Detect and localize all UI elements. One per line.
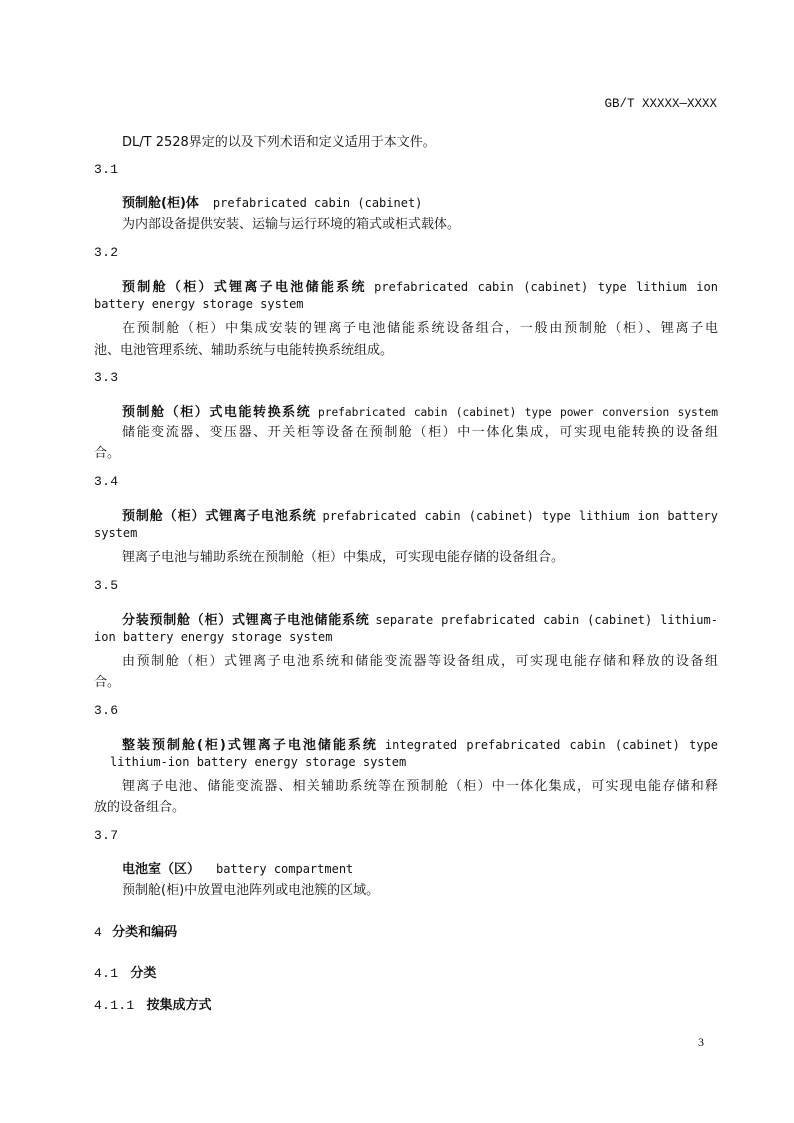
term-en: separate prefabricated cabin (cabinet) lithium- (375, 613, 718, 627)
term-cn: 分装预制舱（柜）式锂离子电池储能系统 (122, 613, 370, 628)
term-number: 3.3 (94, 370, 119, 385)
term-definition: 由预制舱（柜）式锂离子电池系统和储能变流器等设备组成，可实现电能存储和释放的设备组 (122, 654, 718, 669)
section-heading (94, 962, 156, 981)
term-number: 3.5 (94, 578, 119, 593)
term-cn: 预制舱(柜)体 (122, 196, 199, 211)
section-title: 分类 (130, 966, 157, 981)
term-cn: 整装预制舱(柜)式锂离子电池储能系统 (122, 738, 378, 753)
section-heading (94, 921, 177, 940)
term-number: 3.2 (94, 245, 119, 260)
term-definition: 储能变流器、变压器、开关柜等设备在预制舱（柜）中一体化集成，可实现电能转换的设备组 (122, 425, 718, 440)
term-en: integrated prefabricated cabin (cabinet) type (384, 738, 718, 752)
term-number: 3.1 (94, 162, 119, 177)
term-definition: 锂离子电池与辅助系统在预制舱（柜）中集成，可实现电能存储的设备组合。 (122, 550, 565, 565)
intro-paragraph: DL/T 2528界定的以及下列术语和定义适用于本文件。 (122, 135, 436, 150)
term-definition-continued: 放的设备组合。 (94, 800, 186, 815)
term-definition: 为内部设备提供安装、运输与运行环境的箱式或柜式载体。 (122, 217, 461, 232)
section-heading (94, 994, 212, 1013)
term-definition: 锂离子电池、储能变流器、相关辅助系统等在预制舱（柜）中一体化集成，可实现电能存储和释 (122, 779, 718, 794)
term-title (122, 505, 718, 524)
term-definition-continued: 池、电池管理系统、辅助系统与电能转换系统组成。 (94, 343, 394, 358)
term-definition-continued: 合。 (94, 446, 121, 461)
term-number: 3.4 (94, 474, 119, 489)
term-definition: 在预制舱（柜）中集成安装的锂离子电池储能系统设备组合，一般由预制舱（柜）、锂离子电 (122, 321, 718, 336)
term-en: prefabricated cabin (cabinet) type power conversion system (317, 406, 718, 419)
term-cn: 预制舱（柜）式锂离子电池系统 (122, 509, 317, 524)
term-definition-continued: 合。 (94, 675, 121, 690)
term-title (122, 276, 718, 295)
term-en: prefabricated cabin (cabinet) type lithium ion (374, 280, 718, 294)
term-number: 3.7 (94, 828, 119, 843)
term-title (122, 734, 718, 753)
term-en-continued: lithium-ion battery energy storage system (110, 755, 407, 769)
term-en: prefabricated cabin (cabinet) (212, 196, 423, 210)
term-title (122, 858, 353, 877)
section-number: 4.1.1 (94, 998, 135, 1013)
term-number: 3.6 (94, 703, 119, 718)
term-en-continued: battery energy storage system (94, 297, 304, 311)
term-en-continued: ion battery energy storage system (94, 630, 333, 644)
section-title: 分类和编码 (112, 925, 178, 940)
term-en: battery compartment (216, 862, 354, 876)
section-number: 4.1 (94, 966, 119, 981)
term-definition: 预制舱(柜)中放置电池阵列或电池簇的区域。 (122, 883, 380, 898)
section-number: 4 (94, 925, 103, 940)
term-cn: 预制舱（柜）式锂离子电池储能系统 (122, 280, 367, 295)
term-en-continued: system (94, 526, 138, 540)
term-title (122, 192, 422, 211)
term-title (122, 401, 718, 420)
term-en: prefabricated cabin (cabinet) type lithium ion battery (322, 509, 718, 523)
term-cn: 电池室（区） (122, 862, 201, 877)
section-title: 按集成方式 (146, 998, 212, 1013)
document-number: GB/T XXXXX—XXXX (604, 97, 717, 111)
page-number: 3 (698, 1035, 704, 1049)
term-cn: 预制舱（柜）式电能转换系统 (122, 405, 312, 420)
term-title (122, 609, 718, 628)
